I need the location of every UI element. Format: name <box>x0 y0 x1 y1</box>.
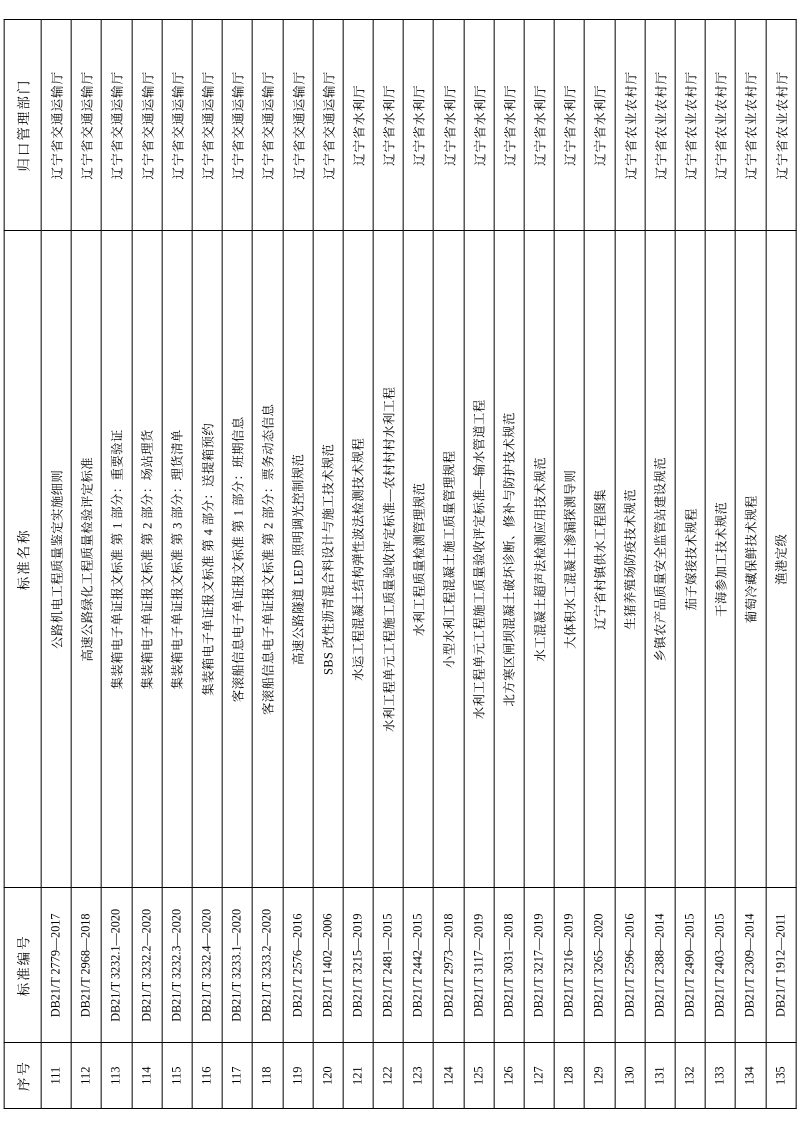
table-row <box>675 20 705 1109</box>
table-row <box>132 20 162 1109</box>
cell-name: 渔港定级 <box>766 231 796 888</box>
table-row <box>585 20 615 1109</box>
cell-dept: 辽宁省水利厅 <box>434 20 464 231</box>
table-body <box>41 20 796 1109</box>
table-row <box>766 20 796 1109</box>
cell-name: 水运工程混凝土结构弹性波法检测技术规程 <box>343 231 373 888</box>
cell-code: DB21/T 3217—2019 <box>524 888 554 1043</box>
cell-code: DB21/T 3265—2020 <box>585 888 615 1043</box>
cell-name: 辽宁省村镇供水工程图集 <box>585 231 615 888</box>
column-header-dept: 归口管理部门 <box>4 20 41 231</box>
cell-name: 葡萄冷藏保鲜技术规程 <box>735 231 765 888</box>
cell-seq: 128 <box>554 1043 584 1109</box>
cell-dept: 辽宁省水利厅 <box>585 20 615 231</box>
table-row <box>464 20 494 1109</box>
cell-code: DB21/T 2576—2016 <box>283 888 313 1043</box>
cell-name: 大体积水工混凝土渗漏探测导则 <box>554 231 584 888</box>
cell-code: DB21/T 3232.2—2020 <box>132 888 162 1043</box>
cell-code: DB21/T 3031—2018 <box>494 888 524 1043</box>
table-row <box>735 20 765 1109</box>
cell-dept: 辽宁省交通运输厅 <box>192 20 222 231</box>
cell-name: 生猪养殖场防疫技术规范 <box>615 231 645 888</box>
cell-seq: 124 <box>434 1043 464 1109</box>
table-row <box>645 20 675 1109</box>
cell-code: DB21/T 1912—2011 <box>766 888 796 1043</box>
cell-seq: 123 <box>403 1043 433 1109</box>
cell-dept: 辽宁省水利厅 <box>554 20 584 231</box>
cell-name: 水利工程单元工程施工质量验收评定标准—农村村村水利工程 <box>373 231 403 888</box>
cell-seq: 131 <box>645 1043 675 1109</box>
cell-name: 公路机电工程质量鉴定实施细则 <box>41 231 71 888</box>
cell-seq: 132 <box>675 1043 705 1109</box>
cell-code: DB21/T 2442—2015 <box>403 888 433 1043</box>
cell-dept: 辽宁省交通运输厅 <box>71 20 101 231</box>
cell-dept: 辽宁省农业农村厅 <box>615 20 645 231</box>
cell-code: DB21/T 3216—2019 <box>554 888 584 1043</box>
cell-dept: 辽宁省交通运输厅 <box>41 20 71 231</box>
cell-seq: 122 <box>373 1043 403 1109</box>
table-row <box>41 20 71 1109</box>
cell-seq: 127 <box>524 1043 554 1109</box>
cell-code: DB21/T 2973—2018 <box>434 888 464 1043</box>
table-row <box>71 20 101 1109</box>
cell-seq: 125 <box>464 1043 494 1109</box>
cell-name: 集装箱电子单证报文标准 第 3 部分：理货清单 <box>162 231 192 888</box>
cell-dept: 辽宁省交通运输厅 <box>222 20 252 231</box>
cell-seq: 133 <box>705 1043 735 1109</box>
table-header <box>4 20 41 1109</box>
cell-dept: 辽宁省水利厅 <box>524 20 554 231</box>
cell-name: 高速公路绿化工程质量检验评定标准 <box>71 231 101 888</box>
cell-seq: 129 <box>585 1043 615 1109</box>
cell-seq: 119 <box>283 1043 313 1109</box>
cell-dept: 辽宁省水利厅 <box>373 20 403 231</box>
cell-dept: 辽宁省水利厅 <box>494 20 524 231</box>
cell-dept: 辽宁省农业农村厅 <box>735 20 765 231</box>
cell-code: DB21/T 2779—2017 <box>41 888 71 1043</box>
cell-seq: 112 <box>71 1043 101 1109</box>
cell-dept: 辽宁省农业农村厅 <box>675 20 705 231</box>
cell-dept: 辽宁省交通运输厅 <box>313 20 343 231</box>
table-row <box>283 20 313 1109</box>
column-header-code: 标准编号 <box>4 888 41 1043</box>
cell-seq: 121 <box>343 1043 373 1109</box>
cell-code: DB21/T 3215—2019 <box>343 888 373 1043</box>
cell-code: DB21/T 3233.1—2020 <box>222 888 252 1043</box>
table-row <box>373 20 403 1109</box>
cell-name: 客滚船信息电子单证报文标准 第 2 部分：票务动态信息 <box>252 231 282 888</box>
cell-name: 乡镇农产品质量安全监管站建设规范 <box>645 231 675 888</box>
cell-code: DB21/T 3233.2—2020 <box>252 888 282 1043</box>
cell-dept: 辽宁省农业农村厅 <box>705 20 735 231</box>
cell-dept: 辽宁省农业农村厅 <box>766 20 796 231</box>
cell-seq: 134 <box>735 1043 765 1109</box>
table-header-row <box>4 20 41 1109</box>
standards-table <box>4 19 797 1109</box>
cell-code: DB21/T 3232.3—2020 <box>162 888 192 1043</box>
table-row <box>524 20 554 1109</box>
cell-code: DB21/T 2309—2014 <box>735 888 765 1043</box>
cell-seq: 116 <box>192 1043 222 1109</box>
column-header-name: 标准名称 <box>4 231 41 888</box>
table-row <box>343 20 373 1109</box>
table-row <box>222 20 252 1109</box>
cell-dept: 辽宁省交通运输厅 <box>162 20 192 231</box>
cell-name: 集装箱电子单证报文标准 第 2 部分：场站理货 <box>132 231 162 888</box>
cell-name: 北方寒区闸坝混凝土破坏诊断、修补与防护技术规范 <box>494 231 524 888</box>
table-row <box>494 20 524 1109</box>
cell-code: DB21/T 2596—2016 <box>615 888 645 1043</box>
cell-code: DB21/T 2968—2018 <box>71 888 101 1043</box>
cell-dept: 辽宁省水利厅 <box>403 20 433 231</box>
table-row <box>192 20 222 1109</box>
table-row <box>615 20 645 1109</box>
cell-name: 高速公路隧道 LED 照明调光控制规范 <box>283 231 313 888</box>
cell-seq: 118 <box>252 1043 282 1109</box>
cell-code: DB21/T 2388—2014 <box>645 888 675 1043</box>
cell-dept: 辽宁省交通运输厅 <box>252 20 282 231</box>
cell-code: DB21/T 3232.4—2020 <box>192 888 222 1043</box>
cell-name: 水利工程质量检测管理规范 <box>403 231 433 888</box>
cell-code: DB21/T 3232.1—2020 <box>102 888 132 1043</box>
table-row <box>705 20 735 1109</box>
table-row <box>554 20 584 1109</box>
cell-code: DB21/T 2403—2015 <box>705 888 735 1043</box>
rotated-table-wrapper <box>4 19 797 1109</box>
cell-seq: 115 <box>162 1043 192 1109</box>
cell-name: 水利工程单元工程施工质量验收评定标准—输水管道工程 <box>464 231 494 888</box>
cell-code: DB21/T 2481—2015 <box>373 888 403 1043</box>
cell-seq: 114 <box>132 1043 162 1109</box>
cell-name: 水工混凝土超声法检测应用技术规范 <box>524 231 554 888</box>
cell-dept: 辽宁省交通运输厅 <box>132 20 162 231</box>
table-row <box>403 20 433 1109</box>
table-row <box>252 20 282 1109</box>
cell-name: 集装箱电子单证报文标准 第 4 部分：送提箱预约 <box>192 231 222 888</box>
cell-seq: 126 <box>494 1043 524 1109</box>
cell-code: DB21/T 1402—2006 <box>313 888 343 1043</box>
cell-dept: 辽宁省交通运输厅 <box>102 20 132 231</box>
table-row <box>102 20 132 1109</box>
cell-seq: 120 <box>313 1043 343 1109</box>
cell-dept: 辽宁省水利厅 <box>343 20 373 231</box>
cell-dept: 辽宁省水利厅 <box>464 20 494 231</box>
cell-name: 集装箱电子单证报文标准 第 1 部分：重要验证 <box>102 231 132 888</box>
column-header-seq: 序号 <box>4 1043 41 1109</box>
cell-code: DB21/T 2490—2015 <box>675 888 705 1043</box>
cell-seq: 130 <box>615 1043 645 1109</box>
cell-seq: 135 <box>766 1043 796 1109</box>
cell-name: 小型水利工程混凝土施工质量管理规程 <box>434 231 464 888</box>
cell-code: DB21/T 3117—2019 <box>464 888 494 1043</box>
table-row <box>313 20 343 1109</box>
cell-name: 干海参加工技术规范 <box>705 231 735 888</box>
table-row <box>434 20 464 1109</box>
cell-dept: 辽宁省农业农村厅 <box>645 20 675 231</box>
cell-name: SBS 改性沥青混合料设计与施工技术规范 <box>313 231 343 888</box>
table-row <box>162 20 192 1109</box>
cell-name: 茄子嫁接技术规程 <box>675 231 705 888</box>
cell-seq: 117 <box>222 1043 252 1109</box>
cell-dept: 辽宁省交通运输厅 <box>283 20 313 231</box>
cell-name: 客滚船信息电子单证报文标准 第 1 部分：班期信息 <box>222 231 252 888</box>
cell-seq: 113 <box>102 1043 132 1109</box>
cell-seq: 111 <box>41 1043 71 1109</box>
